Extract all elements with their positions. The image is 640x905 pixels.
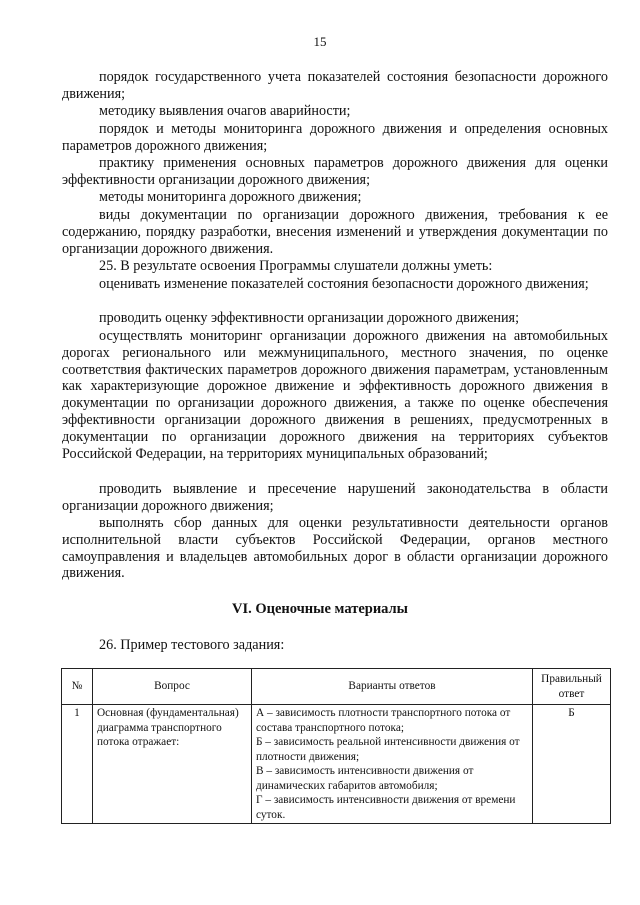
header-question: Вопрос [93,669,252,705]
paragraph: виды документации по организации дорожного движения, требования к ее содержанию, порядку разработки, внесения изменений и утверждения документации по организации дорожного движения. [62,207,608,257]
section-heading: VI. Оценочные материалы [231,601,409,617]
paragraph: методику выявления очагов аварийности; [99,103,351,119]
table-row [62,705,611,824]
paragraph: проводить выявление и пресечение нарушений законодательства в области организации дорожного движения; [62,481,608,514]
row-number: 1 [62,705,93,824]
paragraph: осуществлять мониторинг организации дорожного движения на автомобильных дорогах регионального или межмуниципального, местного значения, по оценке соответствия фактических параметров дорожного движения параметрам, установленным как характеризующие дорожное движение и эффективность дорожного движения в документации по организации дорожного движения, а также по оценке обеспечения эффективности организации дорожного движения в решениях, предусмотренных в документации по организации дорожного движения на территориях субъектов Российской Федерации, на территориях муниципальных образований; [62,328,608,462]
paragraph: методы мониторинга дорожного движения; [99,189,362,205]
answer-option: Б – зависимость реальной интенсивности движения от плотности движения; [256,736,520,763]
row-answer: Б [533,705,611,824]
test-table [61,668,611,824]
paragraph: оценивать изменение показателей состояния безопасности дорожного движения; [99,276,589,292]
paragraph: 25. В результате освоения Программы слушатели должны уметь: [99,258,493,274]
paragraph: порядок и методы мониторинга дорожного движения и определения основных параметров дорожного движения; [62,121,608,154]
test-intro: 26. Пример тестового задания: [99,637,285,653]
row-question: Основная (фундаментальная) диаграмма транспортного потока отражает: [93,705,252,824]
header-answer: Правильный ответ [533,669,611,705]
page-number: 15 [313,34,327,49]
paragraph: практику применения основных параметров дорожного движения для оценки эффективности организации дорожного движения; [62,155,608,188]
answer-option: А – зависимость плотности транспортного потока от состава транспортного потока; [256,707,511,734]
answer-option: Г – зависимость интенсивности движения от времени суток. [256,794,516,821]
table-header-row [62,669,611,705]
paragraph: выполнять сбор данных для оценки результативности деятельности органов исполнительной власти субъектов Российской Федерации, органов местного самоуправления и владельцев автомобильных дорог в области организации дорожного движения. [62,515,608,582]
paragraph: проводить оценку эффективности организации дорожного движения; [99,310,520,326]
answer-option: В – зависимость интенсивности движения от динамических габаритов автомобиля; [256,765,474,792]
paragraph: порядок государственного учета показателей состояния безопасности дорожного движения; [62,69,608,102]
header-number: № [62,669,93,705]
row-options [252,705,533,824]
header-options: Варианты ответов [252,669,533,705]
